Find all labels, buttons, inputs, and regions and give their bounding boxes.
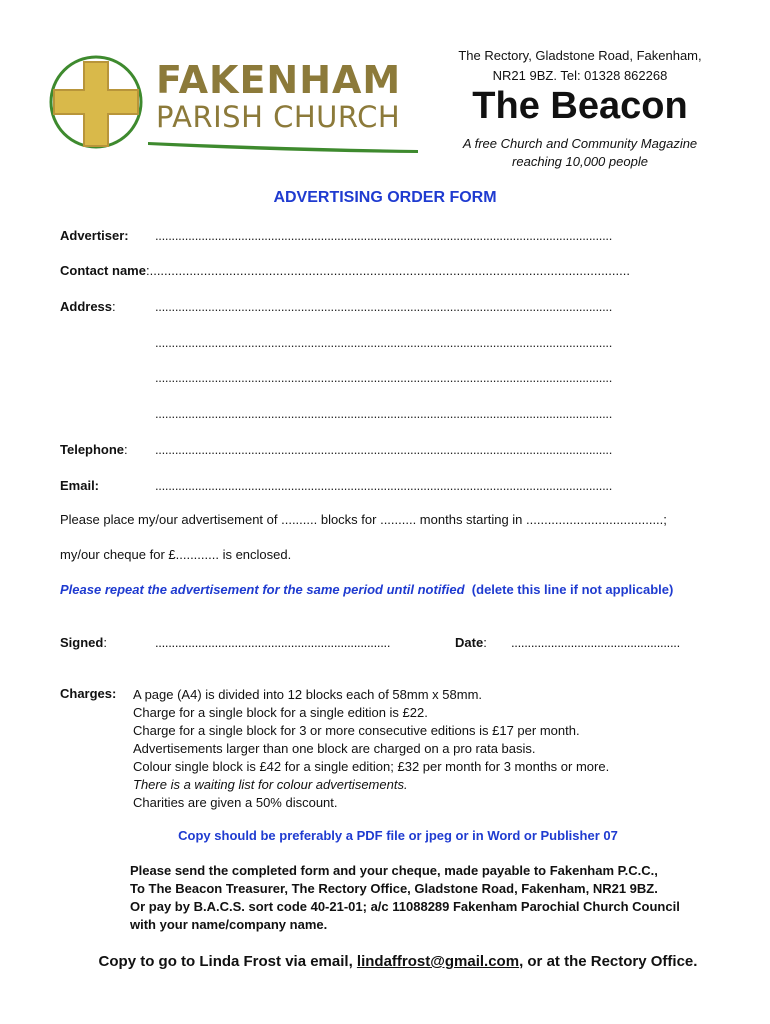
submission-suffix: , or at the Rectory Office. [519,953,698,970]
charge-line: There is a waiting list for colour advertisements. [133,777,408,792]
charge-line: Colour single block is £42 for a single edition; £32 per month for 3 months or more. [133,759,610,774]
contact-row [60,263,630,278]
advertiser-field[interactable]: .......................................................................................................................................... [155,228,613,243]
address-line-2: NR21 9BZ. Tel: 01328 862268 [492,68,668,83]
email-label: Email: [60,478,100,493]
signed-label: Signed [60,635,104,650]
charge-line: Charge for a single block for 3 or more consecutive editions is £17 per month. [133,723,580,738]
tagline-line-1: A free Church and Community Magazine [462,136,698,151]
payment-instructions [130,862,680,934]
copy-format-note: Copy should be preferably a PDF file or jpeg or in Word or Publisher 07 [178,828,618,843]
magazine-title: The Beacon [472,85,688,127]
submission-note [0,953,770,970]
address-field-1[interactable]: .......................................................................................................................................... [155,299,613,314]
placement-text[interactable]: Please place my/our advertisement of .......... blocks for .......... months starting in ......................................; [60,512,667,527]
repeat-text: Please repeat the advertisement for the same period until notified [60,582,465,597]
charge-line: Charge for a single block for a single edition is £22. [133,705,428,720]
send-line-3: Or pay by B.A.C.S. sort code 40-21-01; a/c 11088289 Fakenham Parochial Church Council [130,899,680,914]
address-label-row [60,299,116,314]
address-field-4[interactable]: .......................................................................................................................................... [155,406,613,421]
cheque-text[interactable]: my/our cheque for £............ is enclosed. [60,547,292,562]
charges-list [133,686,609,812]
date-label-row [455,635,487,650]
charge-line: A page (A4) is divided into 12 blocks each of 58mm x 58mm. [133,687,483,702]
address-field-2[interactable]: .......................................................................................................................................... [155,335,613,350]
email-field[interactable]: .......................................................................................................................................... [155,478,613,493]
contact-colon: : [145,263,150,278]
send-line-4: with your name/company name. [130,917,328,932]
date-label: Date [455,635,484,650]
charges-label: Charges: [60,686,117,701]
tagline-line-2: reaching 10,000 people [512,154,648,169]
send-line-2: To The Beacon Treasurer, The Rectory Office, Gladstone Road, Fakenham, NR21 9BZ. [130,881,658,896]
address-label: Address [60,299,113,314]
form-title: ADVERTISING ORDER FORM [273,189,497,206]
logo-text-fakenham: FAKENHAM [156,58,402,102]
repeat-row [60,582,673,597]
contact-label: Contact name [60,263,146,278]
telephone-field[interactable]: .......................................................................................................................................... [155,442,613,457]
charge-line: Advertisements larger than one block are charged on a pro rata basis. [133,741,536,756]
address-line-1: The Rectory, Gladstone Road, Fakenham, [458,48,702,63]
church-logo [48,54,428,154]
logo-swoosh [148,138,428,154]
signed-colon: : [103,635,107,650]
signature-field[interactable]: ....................................................................... [155,635,391,650]
telephone-label-row [60,442,128,457]
telephone-label: Telephone [60,442,125,457]
advertiser-label: Advertiser: [60,228,129,243]
send-line-1: Please send the completed form and your cheque, made payable to Fakenham P.C.C., [130,863,658,878]
telephone-colon: : [124,442,128,457]
repeat-note: (delete this line if not applicable) [471,582,674,597]
signed-label-row [60,635,107,650]
rectory-address [430,46,730,86]
logo-text-parish-church: PARISH CHURCH [156,100,401,134]
date-colon: : [483,635,487,650]
submission-prefix: Copy to go to Linda Frost via email, [98,953,357,970]
address-field-3[interactable]: .......................................................................................................................................... [155,370,613,385]
address-colon: : [112,299,116,314]
email-link[interactable]: lindaffrost@gmail.com [356,953,520,970]
cross-icon [48,54,148,154]
date-field[interactable]: ................................................... [511,635,680,650]
contact-field[interactable]: ..................................................................................................................................... [149,263,630,278]
charge-line: Charities are given a 50% discount. [133,795,338,810]
magazine-tagline [430,135,730,171]
